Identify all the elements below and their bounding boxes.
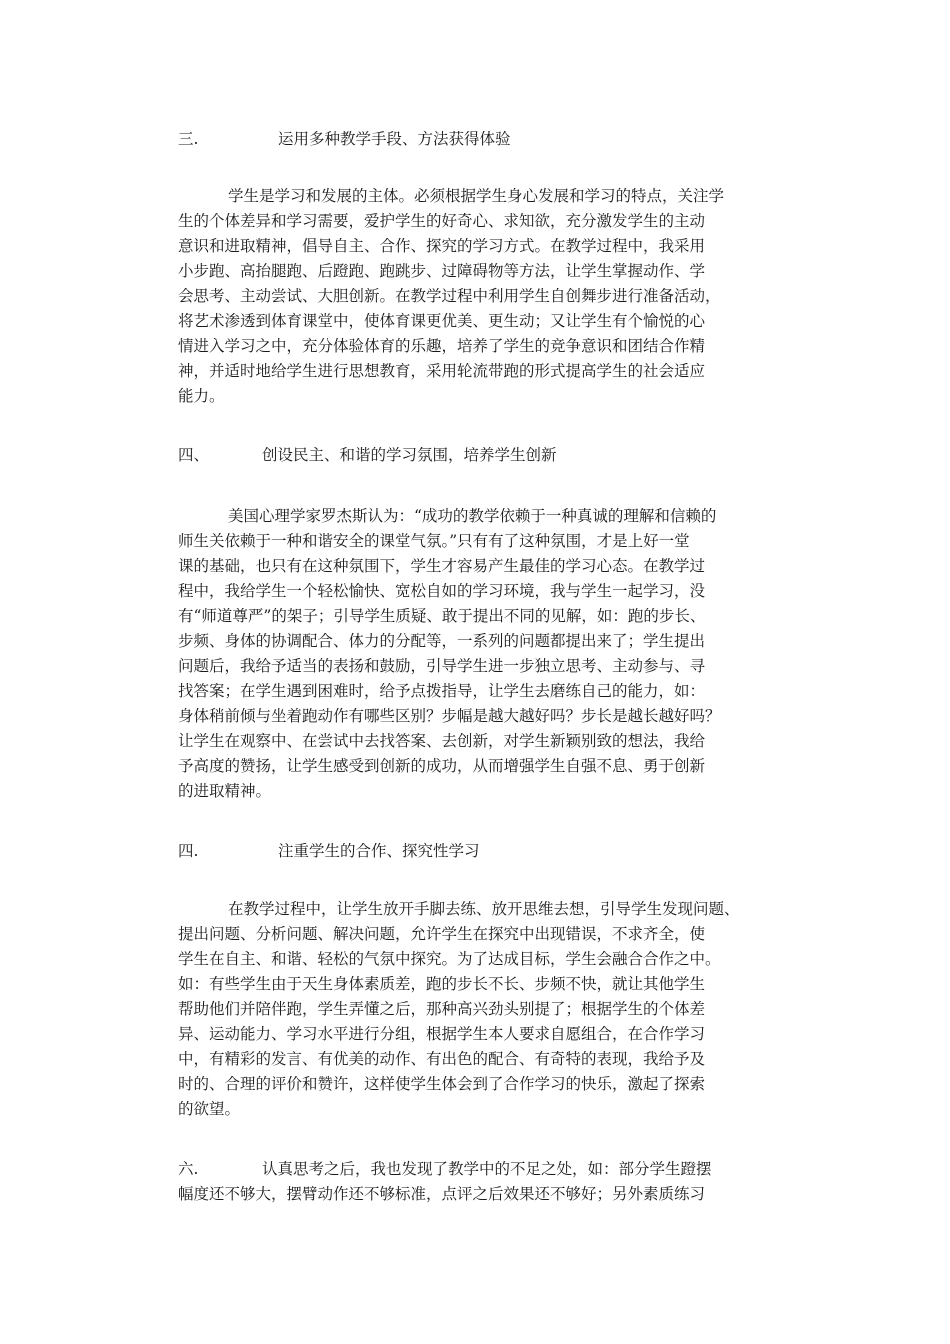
section-number: 四、 xyxy=(178,446,210,464)
paragraph-line: 会思考、主动尝试、大胆创新。在教学过程中利用学生自创舞步进行准备活动， xyxy=(178,287,721,305)
paragraph-line: 如：有些学生由于天生身体素质差，跑的步长不长、步频不快，就让其他学生 xyxy=(178,975,706,993)
paragraph-line: 师生关依赖于一种和谐安全的课堂气氛。”只有有了这种氛围，才是上好一堂 xyxy=(178,532,690,550)
paragraph-line: 学生在自主、和谐、轻松的气氛中探究。为了达成目标，学生会融合合作之中。 xyxy=(178,950,721,968)
section-title: 创设民主、和谐的学习氛围，培养学生创新 xyxy=(262,446,557,464)
section-number: 六. xyxy=(178,1160,199,1178)
section-heading-6 xyxy=(178,1157,712,1182)
paragraph-line: 将艺术渗透到体育课堂中，使体育课更优美、更生动；又让学生有个愉悦的心 xyxy=(178,312,706,330)
section-heading-4b xyxy=(178,839,480,864)
paragraph-line: 步频、身体的协调配合、体力的分配等，一系列的问题都提出来了；学生提出 xyxy=(178,632,706,650)
paragraph-line: 幅度还不够大，摆臂动作还不够标准，点评之后效果还不够好；另外素质练习 xyxy=(178,1185,706,1203)
paragraph-line: 在教学过程中，让学生放开手脚去练、放开思维去想，引导学生发现问题、 xyxy=(228,900,740,918)
paragraph-line: 中，有精彩的发言、有优美的动作、有出色的配合、有奇特的表现，我给予及 xyxy=(178,1050,706,1068)
paragraph-line: 意识和进取精神，倡导自主、合作、探究的学习方式。在教学过程中，我采用 xyxy=(178,237,706,255)
paragraph-line: 美国心理学家罗杰斯认为：“成功的教学依赖于一种真诚的理解和信赖的 xyxy=(228,507,717,525)
paragraph-line: 程中，我给学生一个轻松愉快、宽松自如的学习环境，我与学生一起学习，没 xyxy=(178,582,706,600)
paragraph-line: 帮助他们并陪伴跑，学生弄懂之后，那种高兴劲头别提了；根据学生的个体差 xyxy=(178,1000,706,1018)
paragraph-line: 的进取精神。 xyxy=(178,782,272,800)
section-heading-3 xyxy=(178,127,511,152)
section-number: 四. xyxy=(178,842,199,860)
paragraph-line: 的欲望。 xyxy=(178,1100,241,1118)
paragraph-line: 身体稍前倾与坐着跑动作有哪些区别？步幅是越大越好吗？步长是越长越好吗？ xyxy=(178,707,721,725)
section-heading-4a xyxy=(178,443,557,468)
paragraph-line: 能力。 xyxy=(178,387,225,405)
paragraph-line: 异、运动能力、学习水平进行分组，根据学生本人要求自愿组合，在合作学习 xyxy=(178,1025,706,1043)
paragraph-line: 神，并适时地给学生进行思想教育，采用轮流带跑的形式提高学生的社会适应 xyxy=(178,362,706,380)
paragraph-line: 问题后，我给予适当的表扬和鼓励，引导学生进一步独立思考、主动参与、寻 xyxy=(178,657,706,675)
paragraph-line: 学生是学习和发展的主体。必须根据学生身心发展和学习的特点，关注学 xyxy=(228,187,725,205)
section-title: 注重学生的合作、探究性学习 xyxy=(278,842,480,860)
paragraph-line: 有“师道尊严”的架子；引导学生质疑、敢于提出不同的见解，如：跑的步长、 xyxy=(178,607,706,625)
section-number: 三. xyxy=(178,130,199,148)
paragraph-line: 予高度的赞扬，让学生感受到创新的成功，从而增强学生自强不息、勇于创新 xyxy=(178,757,706,775)
paragraph-line: 课的基础，也只有在这种氛围下，学生才容易产生最佳的学习心态。在教学过 xyxy=(178,557,706,575)
section-title: 运用多种教学手段、方法获得体验 xyxy=(278,130,511,148)
paragraph-line: 小步跑、高抬腿跑、后蹬跑、跑跳步、过障碍物等方法，让学生掌握动作、学 xyxy=(178,262,706,280)
section-title: 认真思考之后，我也发现了教学中的不足之处，如：部分学生蹬摆 xyxy=(262,1160,712,1178)
paragraph-line: 生的个体差异和学习需要，爱护学生的好奇心、求知欲，充分激发学生的主动 xyxy=(178,212,706,230)
paragraph-line: 提出问题、分析问题、解决问题，允许学生在探究中出现错误，不求齐全，使 xyxy=(178,925,706,943)
paragraph-line: 时的、合理的评价和赞许，这样使学生体会到了合作学习的快乐，激起了探索 xyxy=(178,1075,706,1093)
paragraph-line: 情进入学习之中，充分体验体育的乐趣，培养了学生的竞争意识和团结合作精 xyxy=(178,337,706,355)
paragraph-line: 让学生在观察中、在尝试中去找答案、去创新，对学生新颖别致的想法，我给 xyxy=(178,732,706,750)
paragraph-line: 找答案；在学生遇到困难时，给予点拨指导，让学生去磨练自己的能力，如： xyxy=(178,682,706,700)
